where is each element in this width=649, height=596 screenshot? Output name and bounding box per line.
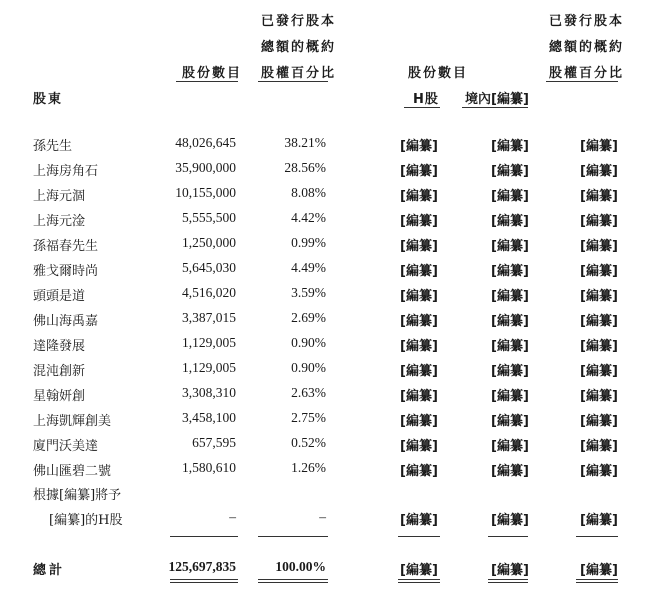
header-rule-h [404, 107, 440, 108]
pending-row-pct: – [319, 509, 326, 524]
domestic-shares-redacted: [編纂] [491, 414, 529, 429]
domestic-shares-redacted: [編纂] [491, 289, 529, 304]
post-shareholding-redacted: [編纂] [580, 464, 618, 479]
domestic-shares-redacted: [編纂] [491, 464, 529, 479]
shares-header-b: 股份數目 [408, 66, 469, 81]
total-rule-shares [170, 536, 238, 537]
shares-count: 3,458,100 [182, 410, 236, 425]
shares-count: 3,387,015 [182, 310, 236, 325]
shareholder-name: 上海元涸 [33, 189, 86, 204]
post-shareholding-redacted: [編纂] [580, 239, 618, 254]
total-double-rule-pct2-2 [576, 582, 618, 583]
shareholder-name: 上海元淦 [33, 214, 86, 229]
domestic-shares-redacted: [編纂] [491, 264, 529, 279]
header-rule-pct-b [546, 81, 618, 82]
shareholder-name: 星翰妍創 [33, 389, 86, 404]
shareholders-header: 股東 [33, 92, 64, 107]
post-shareholding-redacted: [編纂] [580, 314, 618, 329]
post-shareholding-redacted: [編纂] [580, 164, 618, 179]
header-rule-shares-a [176, 81, 238, 82]
domestic-shares-redacted: [編纂] [491, 164, 529, 179]
shares-count: 5,555,500 [182, 210, 236, 225]
total-rule-pct [258, 536, 328, 537]
h-shares-redacted: [編纂] [400, 164, 438, 179]
domestic-shares-redacted: [編纂] [491, 364, 529, 379]
h-shares-header: H股 [413, 92, 439, 107]
pending-row-h: [編纂] [400, 513, 438, 528]
pct-header-a-line3: 股權百分比 [261, 66, 337, 81]
shareholding-pct: 4.49% [291, 260, 326, 275]
shareholder-name: 混沌創新 [33, 364, 86, 379]
shareholding-pct: 2.75% [291, 410, 326, 425]
total-double-rule-pct2-1 [576, 579, 618, 580]
total-label: 總計 [33, 563, 66, 578]
shares-count: 5,645,030 [182, 260, 236, 275]
total-rule-pct2 [576, 536, 618, 537]
domestic-shares-redacted: [編纂] [491, 189, 529, 204]
total-shares: 125,697,835 [168, 559, 236, 574]
shareholding-pct: 38.21% [284, 135, 326, 150]
total-pct: 100.00% [275, 559, 326, 574]
domestic-shares-redacted: [編纂] [491, 239, 529, 254]
pending-row-pct2: [編纂] [580, 513, 618, 528]
post-shareholding-redacted: [編纂] [580, 389, 618, 404]
h-shares-redacted: [編纂] [400, 439, 438, 454]
pending-row-shares: – [229, 509, 236, 524]
h-shares-redacted: [編纂] [400, 189, 438, 204]
shareholding-pct: 0.52% [291, 435, 326, 450]
domestic-shares-redacted: [編纂] [491, 214, 529, 229]
shareholding-pct: 2.69% [291, 310, 326, 325]
domestic-shares-redacted: [編纂] [491, 339, 529, 354]
total-pct2: [編纂] [580, 563, 618, 578]
shares-header-a: 股份數目 [182, 66, 243, 81]
h-shares-redacted: [編纂] [400, 339, 438, 354]
domestic-shares-header: 境內[編纂] [465, 92, 529, 107]
total-double-rule-shares-2 [170, 582, 238, 583]
shareholder-name: 佛山匯碧二號 [33, 464, 112, 479]
shares-count: 1,129,005 [182, 335, 236, 350]
h-shares-redacted: [編纂] [400, 414, 438, 429]
post-shareholding-redacted: [編纂] [580, 439, 618, 454]
post-shareholding-redacted: [編纂] [580, 414, 618, 429]
header-rule-dom [462, 107, 528, 108]
domestic-shares-redacted: [編纂] [491, 139, 529, 154]
h-shares-redacted: [編纂] [400, 464, 438, 479]
pct-header-a-line1: 已發行股本 [261, 14, 337, 29]
domestic-shares-redacted: [編纂] [491, 439, 529, 454]
shares-count: 10,155,000 [175, 185, 236, 200]
shareholding-pct: 8.08% [291, 185, 326, 200]
total-double-rule-pct-1 [258, 579, 328, 580]
shares-count: 35,900,000 [175, 160, 236, 175]
shareholder-name: 雅戈爾時尚 [33, 264, 99, 279]
pending-row-label-line2: [編纂]的H股 [49, 513, 123, 528]
h-shares-redacted: [編纂] [400, 364, 438, 379]
shares-count: 657,595 [192, 435, 236, 450]
header-rule-pct-a [258, 81, 328, 82]
pct-header-a-line2: 總額的概約 [261, 40, 337, 55]
pct-header-b-line3: 股權百分比 [549, 66, 625, 81]
total-double-rule-shares-1 [170, 579, 238, 580]
shareholder-name: 佛山海禹嘉 [33, 314, 99, 329]
shareholder-name: 廈門沃美達 [33, 439, 99, 454]
pct-header-b-line1: 已發行股本 [549, 14, 625, 29]
post-shareholding-redacted: [編纂] [580, 189, 618, 204]
shares-count: 3,308,310 [182, 385, 236, 400]
shareholder-name: 上海房角石 [33, 164, 99, 179]
shares-count: 1,129,005 [182, 360, 236, 375]
total-h: [編纂] [400, 563, 438, 578]
shareholder-name: 孫先生 [33, 139, 73, 154]
domestic-shares-redacted: [編纂] [491, 314, 529, 329]
shareholding-pct: 4.42% [291, 210, 326, 225]
shareholder-name: 上海凱輝創美 [33, 414, 112, 429]
shareholding-pct: 28.56% [284, 160, 326, 175]
shares-count: 1,250,000 [182, 235, 236, 250]
pending-row-label-line1: 根據[編纂]將予 [33, 488, 122, 503]
h-shares-redacted: [編纂] [400, 289, 438, 304]
shareholder-name: 頭頭是道 [33, 289, 86, 304]
post-shareholding-redacted: [編纂] [580, 264, 618, 279]
shares-count: 1,580,610 [182, 460, 236, 475]
shareholding-pct: 0.90% [291, 335, 326, 350]
h-shares-redacted: [編纂] [400, 214, 438, 229]
post-shareholding-redacted: [編纂] [580, 339, 618, 354]
post-shareholding-redacted: [編纂] [580, 139, 618, 154]
post-shareholding-redacted: [編纂] [580, 214, 618, 229]
pending-row-dom: [編纂] [491, 513, 529, 528]
post-shareholding-redacted: [編纂] [580, 289, 618, 304]
total-double-rule-h-2 [398, 582, 440, 583]
total-rule-dom [488, 536, 528, 537]
h-shares-redacted: [編纂] [400, 389, 438, 404]
shareholding-pct: 0.90% [291, 360, 326, 375]
total-double-rule-pct-2 [258, 582, 328, 583]
h-shares-redacted: [編纂] [400, 239, 438, 254]
total-rule-h [398, 536, 440, 537]
h-shares-redacted: [編纂] [400, 139, 438, 154]
shareholding-pct: 1.26% [291, 460, 326, 475]
total-double-rule-dom-2 [488, 582, 528, 583]
shareholding-pct: 0.99% [291, 235, 326, 250]
shares-count: 48,026,645 [175, 135, 236, 150]
shareholder-name: 孫福春先生 [33, 239, 99, 254]
total-double-rule-dom-1 [488, 579, 528, 580]
h-shares-redacted: [編纂] [400, 264, 438, 279]
shareholding-pct: 3.59% [291, 285, 326, 300]
total-double-rule-h-1 [398, 579, 440, 580]
post-shareholding-redacted: [編纂] [580, 364, 618, 379]
shareholder-name: 達隆發展 [33, 339, 86, 354]
total-dom: [編纂] [491, 563, 529, 578]
pct-header-b-line2: 總額的概約 [549, 40, 625, 55]
domestic-shares-redacted: [編纂] [491, 389, 529, 404]
h-shares-redacted: [編纂] [400, 314, 438, 329]
shareholding-pct: 2.63% [291, 385, 326, 400]
shares-count: 4,516,020 [182, 285, 236, 300]
